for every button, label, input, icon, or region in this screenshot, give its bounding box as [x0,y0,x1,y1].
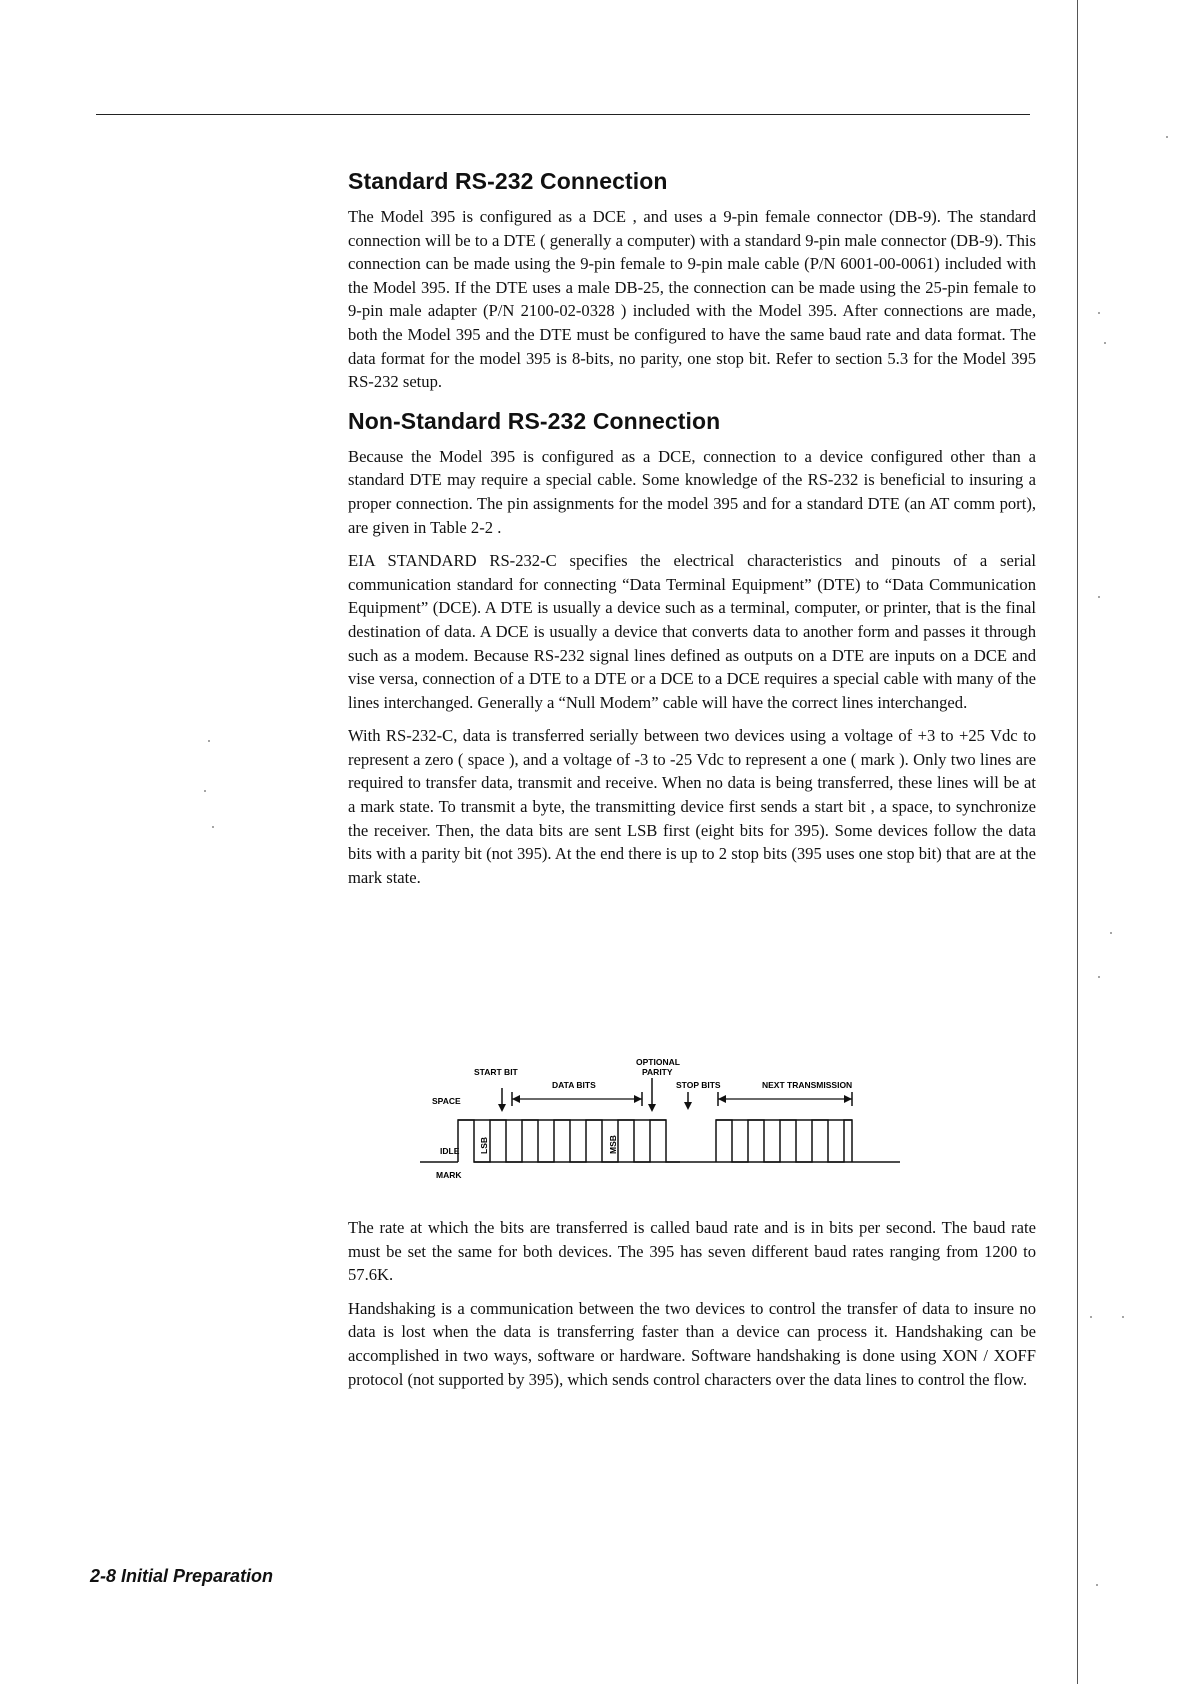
scan-speck [1096,1584,1098,1586]
paragraph-eia-standard: EIA STANDARD RS-232-C specifies the electrical characteristics and pinouts of a serial communication standard for connecting “Data Terminal Equipment” (DTE) to “Data Communication Equipment” (DCE). A DTE is usually a device such as a terminal, computer, or printer, that is the final destination of data. A DCE is usually a device that converts data to another form and passes it through such as a modem. Because RS-232 signal lines defined as outputs on a DTE are inputs on a DCE and vise versa, connection of a DTE to a DTE or a DCE to a DCE requires a special cable with many of the lines interchanged. Generally a “Null Modem” cable will have the correct lines interchanged. [348,551,1036,712]
next-transmission-left-arrow [718,1095,726,1103]
page-edge-line [1077,0,1078,1684]
scan-speck [1104,342,1106,344]
scan-speck [1098,596,1100,598]
scan-speck [1098,312,1100,314]
bit-label-lsb: LSB [479,1137,489,1154]
label-next-transmission: NEXT TRANSMISSION [762,1080,853,1090]
paragraph-standard-connection: The Model 395 is configured as a DCE , and uses a 9-pin female connector (DB-9). The standard connection will be to a DTE ( generally a computer) with a standard 9-pin male connector (DB-9). This connection can be made using the 9-pin female to 9-pin male cable (P/N 6001-00-0061) included with the Model 395. If the DTE uses a male DB-25, the connection can be made using the 25-pin female to 9-pin male adapter (P/N 2100-02-0328 ) included with the Model 395. After connections are made, both the Model 395 and the DTE must be configured to have the same baud rate and data format. The data format for the model 395 is 8-bits, no parity, one stop bit. Refer to section 5.3 for the Model 395 RS-232 setup. [348,207,1036,392]
main-text [348,168,1036,899]
label-optional: OPTIONAL [636,1057,680,1067]
bit-label-msb: MSB [608,1135,618,1154]
frame-1-waveform [458,1120,680,1162]
label-start-bit: START BIT [474,1067,518,1077]
scan-speck [208,740,210,742]
label-data-bits: DATA BITS [552,1080,596,1090]
paragraph-baud-rate: The rate at which the bits are transferred is called baud rate and is in bits per second. The baud rate must be set the same for both devices. The 395 has seven different baud rates ranging from 1200 to 57.6K. [348,1218,1036,1285]
header-rule [96,114,1030,115]
stop-bit-arrowhead [684,1102,692,1110]
parity-arrowhead [648,1104,656,1112]
label-mark: MARK [436,1170,462,1180]
label-stop-bits: STOP BITS [676,1080,721,1090]
data-bits-span-right-arrow [634,1095,642,1103]
scan-speck [1122,1316,1124,1318]
scan-speck [1098,976,1100,978]
paragraph-handshaking: Handshaking is a communication between the two devices to control the transfer of data to insure no data is lost when the data is transferring faster than a device can process it. Handshaking can be accomplished in two ways, software or hardware. Software handshaking is done using XON / XOFF protocol (not supported by 395), which sends control characters over the data lines to control the flow. [348,1298,1036,1389]
frame-2-waveform [716,1120,852,1162]
label-space: SPACE [432,1096,461,1106]
scan-speck [1166,136,1168,138]
data-bits-span-left-arrow [512,1095,520,1103]
label-idle: IDLE [440,1146,460,1156]
scan-speck [204,790,206,792]
heading-non-standard-rs232: Non-Standard RS-232 Connection [348,407,721,434]
scan-speck [1110,932,1112,934]
page-footer-label: 2-8 Initial Preparation [90,1566,274,1586]
baud-rate-text [348,1216,1036,1401]
paragraph-non-standard-intro: Because the Model 395 is configured as a DCE, connection to a device configured other than a standard DTE may require a special cable. Some knowledge of the RS-232 is beneficial to insuring a proper connection. The pin assignments for the model 395 and for a standard DTE (an AT comm port), are given in Table 2-2 . [348,446,1036,537]
serial-timing-diagram [420,1052,980,1188]
scan-speck [1090,1316,1092,1318]
label-parity: PARITY [642,1067,673,1077]
paragraph-serial-transfer: With RS-232-C, data is transferred serially between two devices using a voltage of +3 to +25 Vdc to represent a zero ( space ), and a voltage of -3 to -25 Vdc to represent a one ( mark ). Only two lines are required to transfer data, transmit and receive. When no data is being transferred, these lines will be at a mark state. To transmit a byte, the transmitting device first sends a start bit , a space, to synchronize the receiver. Then, the data bits are sent LSB first (eight bits for 395). Some devices follow the data bits with a parity bit (not 395). At the end there is up to 2 stop bits (395 uses one stop bit) that are at the mark state. [348,726,1036,887]
next-transmission-right-arrow [844,1095,852,1103]
heading-standard-rs232: Standard RS-232 Connection [348,168,668,194]
start-bit-arrowhead [498,1104,506,1112]
scan-speck [212,826,214,828]
